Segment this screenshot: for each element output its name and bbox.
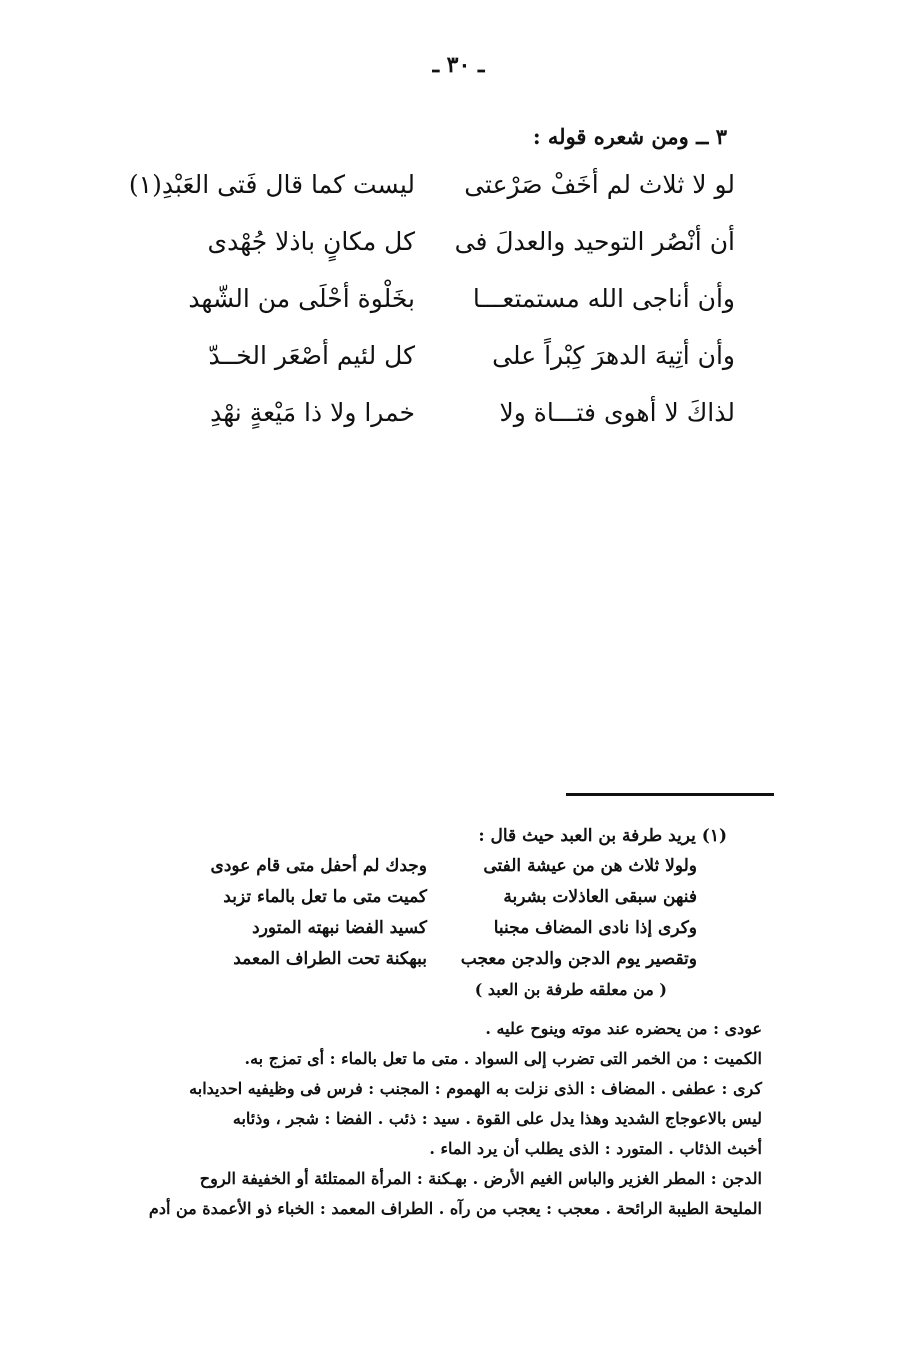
footnote-divider bbox=[566, 793, 774, 796]
footnote-verse bbox=[107, 918, 727, 949]
footnote-first-hemistich: ولولا ثلاث هن من عيشة الفتى bbox=[483, 856, 697, 876]
poem-verse bbox=[128, 170, 735, 227]
poem-verse bbox=[135, 398, 735, 455]
poem-verse bbox=[135, 284, 735, 341]
footnote-intro: (١) يريد طرفة بن العبد حيث قال : bbox=[478, 826, 727, 846]
footnote-second-hemistich: كسيد الفضا نبهته المتورد bbox=[252, 918, 427, 938]
glossary-line: ليس بالاعوجاج الشديد وهذا يدل على القوة . سيد : ذئب . الفضا : شجر ، وذئابه bbox=[232, 1109, 762, 1128]
verse-first-hemistich: وأن أناجى الله مستمتعـــا bbox=[472, 284, 735, 313]
footnote-verse bbox=[107, 887, 727, 918]
footnote-verses bbox=[107, 856, 727, 980]
verse-second-hemistich: بخَلْوة أحْلَى من الشّهد bbox=[188, 284, 415, 313]
glossary-line: الدجن : المطر الغزير والباس الغيم الأرض . بهـكنة : المرأة الممتلئة أو الخفيفة الروح bbox=[199, 1169, 762, 1188]
footnote-verse bbox=[107, 856, 727, 887]
footnote-second-hemistich: كميت متى ما تعل بالماء تزبد bbox=[223, 887, 427, 907]
glossary-line: عودى : من يحضره عند موته وينوح عليه . bbox=[485, 1019, 762, 1038]
footnote-verse bbox=[107, 949, 727, 980]
footnote-first-hemistich: فنهن سبقى العاذلات بشربة bbox=[503, 887, 697, 907]
poem-verse bbox=[135, 227, 735, 284]
page-number: ـ ٣٠ ـ bbox=[432, 52, 485, 78]
verse-first-hemistich: لو لا ثلاث لم أخَفْ صَرْعتى bbox=[464, 170, 735, 199]
verse-second-hemistich: كل مكانٍ باذلا جُهْدى bbox=[207, 227, 415, 256]
footnote-second-hemistich: وجدك لم أحفل متى قام عودى bbox=[210, 856, 427, 876]
poem-verse bbox=[135, 341, 735, 398]
verse-second-hemistich: كل لئيم أصْعَر الخــدّ bbox=[208, 341, 415, 370]
glossary-line: المليحة الطيبة الرائحة . معجب : يعجب من رآه . الطراف المعمد : الخباء ذو الأعمدة من أدم bbox=[148, 1199, 762, 1218]
verse-first-hemistich: وأن أتِيهَ الدهرَ كِبْراً على bbox=[492, 341, 735, 370]
verse-first-hemistich: لذاكَ لا أهوى فتـــاة ولا bbox=[499, 398, 735, 427]
glossary-line: الكميت : من الخمر التى تضرب إلى السواد . متى ما تعل بالماء : أى تمزج به. bbox=[244, 1049, 762, 1068]
section-heading: ٣ ــ ومن شعره قوله : bbox=[532, 124, 727, 149]
verse-first-hemistich: أن أنْصُر التوحيد والعدلَ فى bbox=[454, 227, 735, 256]
glossary-line: كرى : عطفى . المضاف : الذى نزلت به الهموم : المجنب : فرس فى وظيفيه احديدابه bbox=[189, 1079, 762, 1098]
footnote-first-hemistich: وتقصير يوم الدجن والدجن معجب bbox=[460, 949, 697, 969]
glossary-line: أخبث الذئاب . المتورد : الذى يطلب أن يرد الماء . bbox=[429, 1139, 762, 1158]
verse-second-hemistich: ليست كما قال فَتى العَبْدِ(١) bbox=[128, 170, 415, 199]
footnotes bbox=[107, 826, 727, 1012]
footnote-second-hemistich: ببهكنة تحت الطراف المعمد bbox=[233, 949, 427, 969]
footnote-first-hemistich: وكرى إذا نادى المضاف مجنبا bbox=[493, 918, 697, 938]
glossary bbox=[122, 1014, 762, 1224]
footnote-source: ( من معلقه طرفة بن العبد ) bbox=[474, 980, 667, 999]
poem bbox=[128, 170, 735, 455]
verse-second-hemistich: خمرا ولا ذا مَيْعةٍ نهْدِ bbox=[210, 398, 415, 427]
